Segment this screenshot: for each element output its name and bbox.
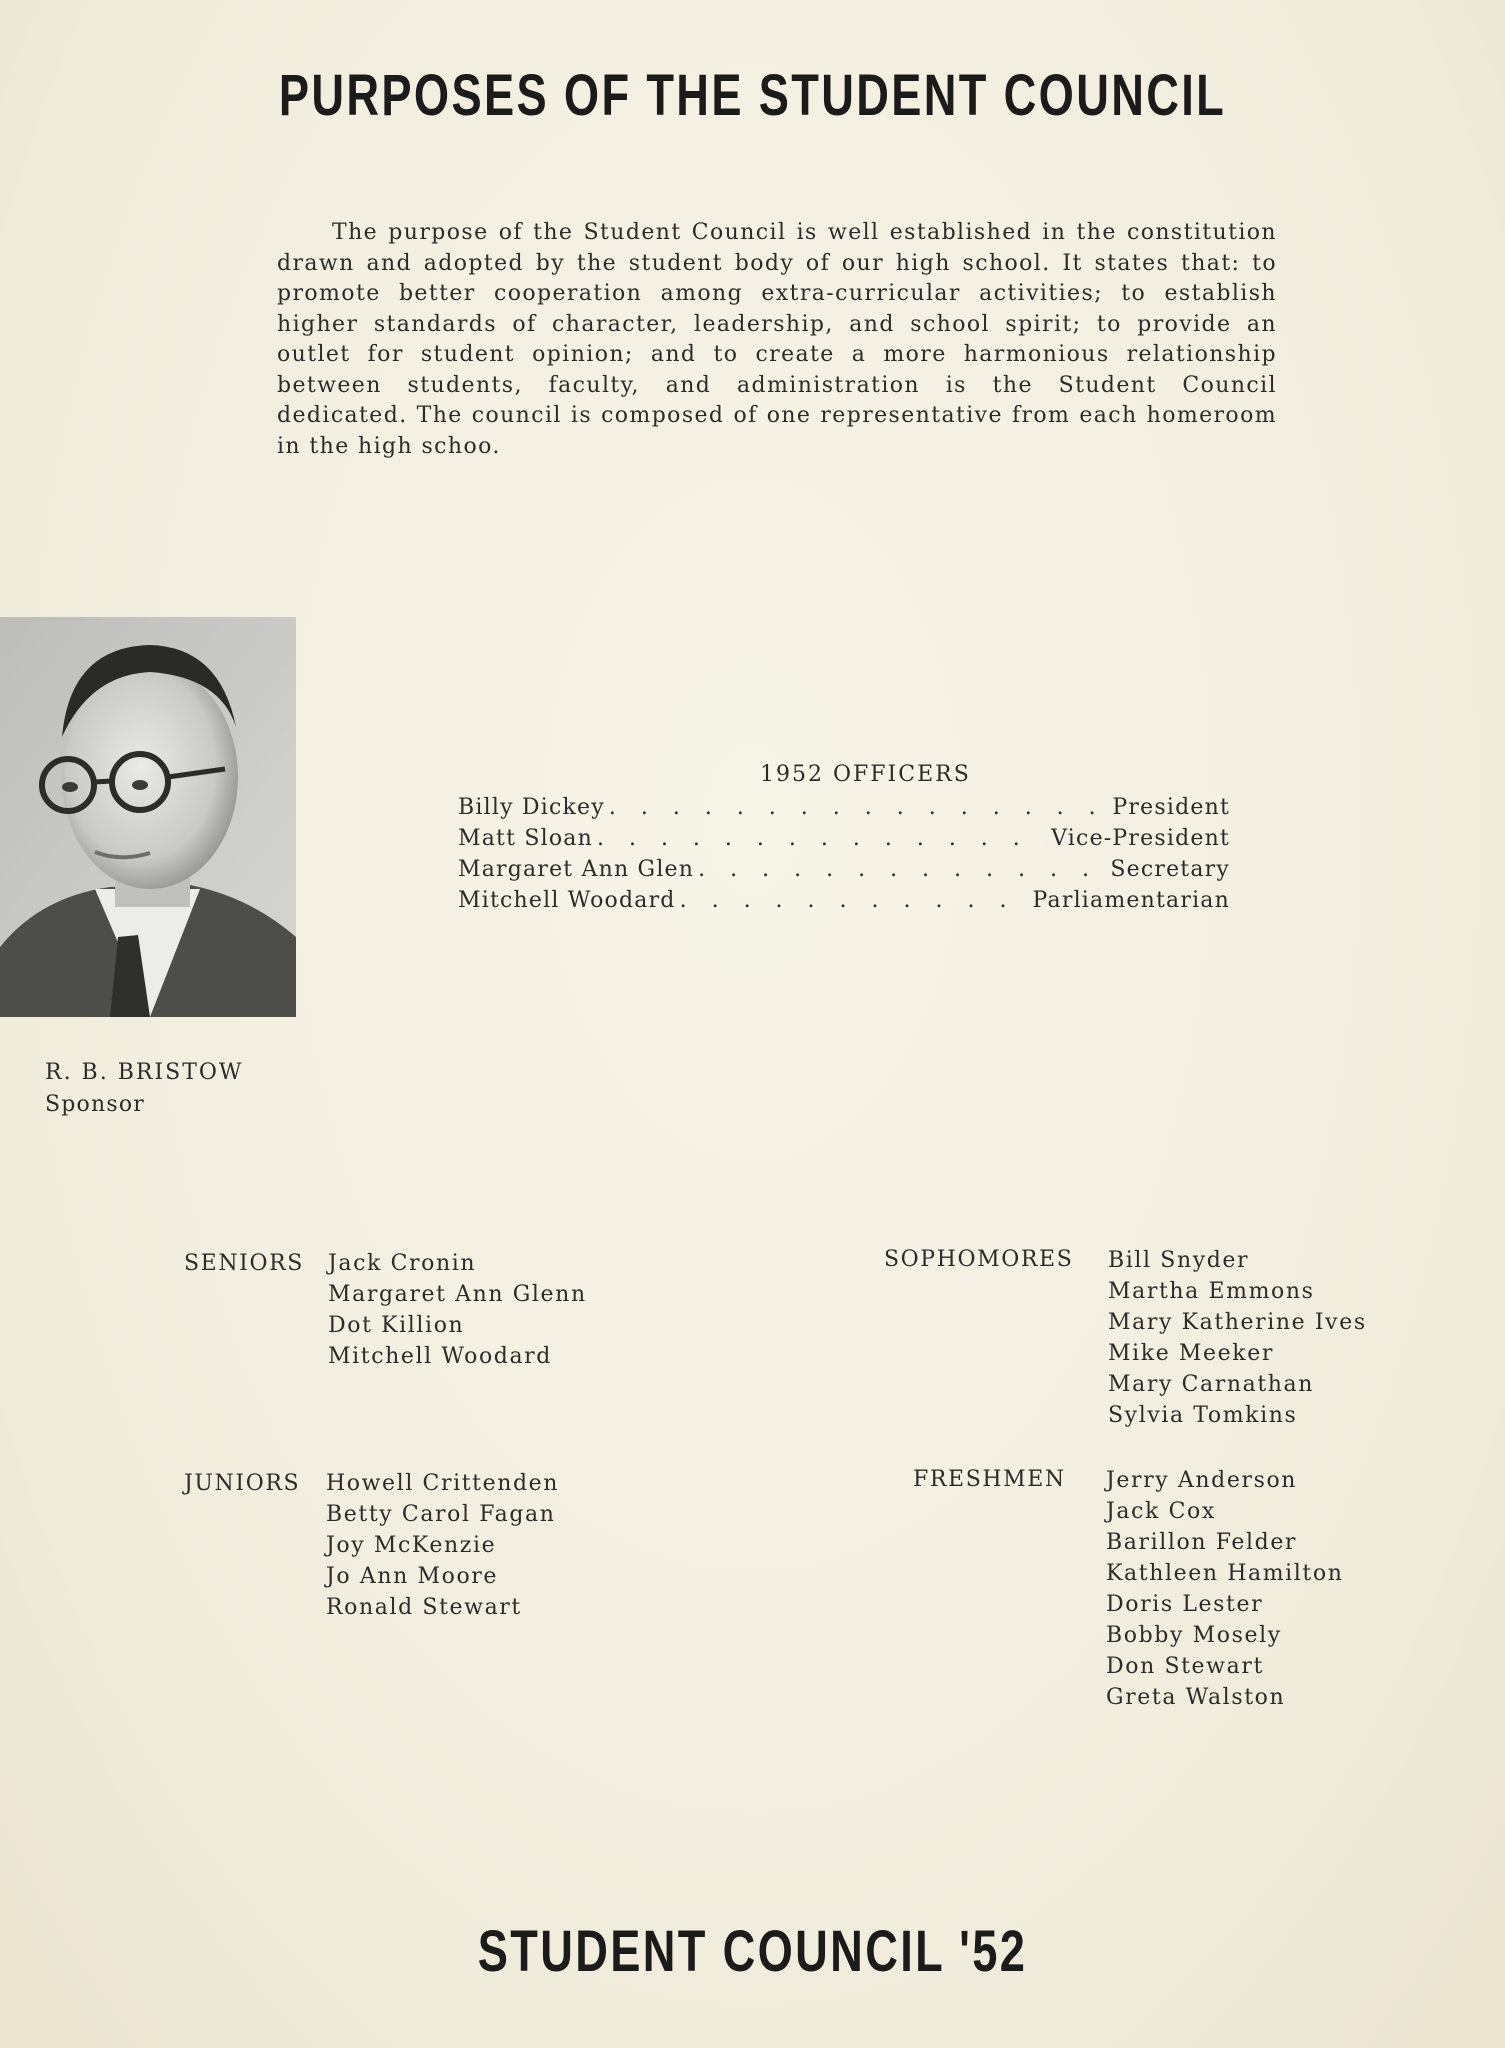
member-name: Jo Ann Moore — [326, 1564, 499, 1589]
officer-office: Vice-President — [1051, 826, 1230, 851]
officer-office: Secretary — [1110, 857, 1230, 882]
member-name: Mary Katherine Ives — [1108, 1310, 1367, 1335]
member-name: Mary Carnathan — [1108, 1372, 1315, 1397]
member-name: Jack Cronin — [328, 1251, 477, 1276]
officer-office: Parliamentarian — [1032, 888, 1230, 913]
officer-row — [458, 826, 1230, 856]
member-name: Joy McKenzie — [326, 1533, 497, 1558]
member-name: Margaret Ann Glenn — [328, 1282, 587, 1307]
officers-heading: 1952 OFFICERS — [760, 762, 971, 787]
officer-name: Margaret Ann Glen — [458, 857, 695, 882]
page-footer: STUDENT COUNCIL '52 — [477, 1919, 1028, 1984]
member-name: Greta Walston — [1106, 1685, 1286, 1710]
officer-name: Mitchell Woodard — [458, 888, 676, 913]
group-label-sophomores: SOPHOMORES — [884, 1247, 1074, 1272]
dot-leader — [597, 826, 1047, 851]
member-name: Mitchell Woodard — [328, 1344, 552, 1369]
member-name: Bobby Mosely — [1106, 1623, 1282, 1648]
group-label-juniors: JUNIORS — [184, 1471, 301, 1496]
intro-paragraph: The purpose of the Student Council is well established in the constitution drawn and adopted by the student body of our high school. It states that: to promote better cooperation among extra-curricular activities; to establish higher standards of character, leadership, and school spirit; to provide an outlet for student opinion; and to create a more harmonious relationship between students, faculty, and administration is the Student Council dedicated. The council is composed of one representative from each homeroom in the high schoo. — [277, 220, 1277, 459]
member-name: Ronald Stewart — [326, 1595, 522, 1620]
member-name: Don Stewart — [1106, 1654, 1264, 1679]
member-name: Jerry Anderson — [1106, 1468, 1298, 1493]
officer-row — [458, 857, 1230, 887]
officer-row — [458, 888, 1230, 918]
group-label-freshmen: FRESHMEN — [913, 1467, 1066, 1492]
member-name: Betty Carol Fagan — [326, 1502, 556, 1527]
dot-leader — [609, 795, 1109, 820]
member-name: Martha Emmons — [1108, 1279, 1315, 1304]
sponsor-name: R. B. BRISTOW — [45, 1060, 244, 1085]
member-name: Kathleen Hamilton — [1106, 1561, 1344, 1586]
page-title: PURPOSES OF THE STUDENT COUNCIL — [278, 63, 1227, 128]
member-name: Barillon Felder — [1106, 1530, 1298, 1555]
member-name: Doris Lester — [1106, 1592, 1264, 1617]
officer-name: Billy Dickey — [458, 795, 605, 820]
dot-leader — [680, 888, 1029, 913]
dot-leader — [698, 857, 1106, 882]
member-name: Dot Killion — [328, 1313, 465, 1338]
member-name: Mike Meeker — [1108, 1341, 1274, 1366]
officer-row — [458, 795, 1230, 825]
officer-office: President — [1112, 795, 1230, 820]
member-name: Jack Cox — [1106, 1499, 1216, 1524]
member-name: Bill Snyder — [1108, 1248, 1250, 1273]
member-name: Howell Crittenden — [326, 1471, 560, 1496]
sponsor-title: Sponsor — [45, 1092, 146, 1117]
member-name: Sylvia Tomkins — [1108, 1403, 1298, 1428]
sponsor-portrait-image — [0, 617, 296, 1017]
sponsor-photo — [0, 617, 296, 1017]
officer-name: Matt Sloan — [458, 826, 593, 851]
group-label-seniors: SENIORS — [184, 1251, 304, 1276]
